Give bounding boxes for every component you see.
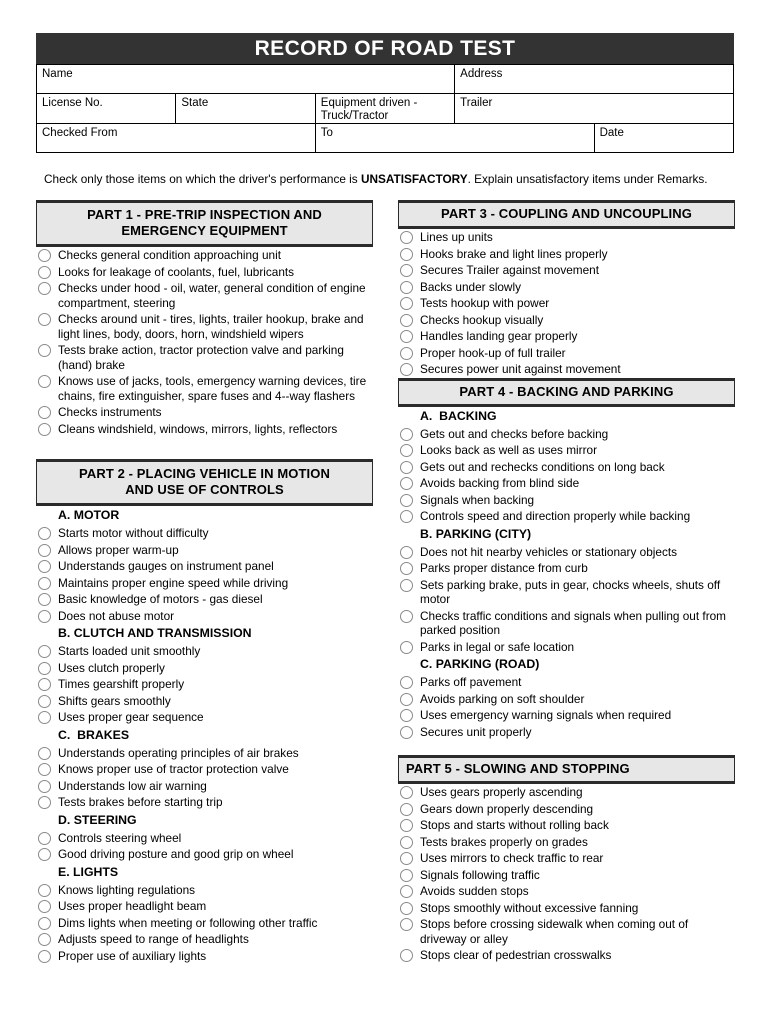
- list-item[interactable]: [398, 361, 735, 378]
- list-item[interactable]: [398, 900, 735, 917]
- section-header-part1-line2: EMERGENCY EQUIPMENT: [121, 223, 288, 238]
- field-label-address: Address: [460, 68, 503, 80]
- list-item[interactable]: [398, 817, 735, 834]
- list-item[interactable]: [398, 328, 735, 345]
- identification-table: [36, 64, 734, 153]
- list-item[interactable]: [36, 761, 373, 778]
- list-item[interactable]: [398, 883, 735, 900]
- checkbox-radio-icon[interactable]: [38, 645, 51, 658]
- list-item[interactable]: [398, 560, 735, 577]
- checkbox-radio-icon[interactable]: [38, 406, 51, 419]
- checkbox-radio-icon[interactable]: [400, 579, 413, 592]
- item-label: Adjusts speed to range of headlights: [58, 932, 249, 946]
- checkbox-radio-icon[interactable]: [38, 780, 51, 793]
- left-column: [36, 200, 373, 964]
- item-label: Understands low air warning: [58, 778, 207, 793]
- checkbox-radio-icon[interactable]: [400, 610, 413, 623]
- item-label: Uses proper gear sequence: [58, 710, 204, 724]
- part3-item-list: [398, 229, 735, 378]
- field-label-state: State: [181, 97, 209, 109]
- table-row-license: [37, 94, 734, 124]
- checkbox-radio-icon[interactable]: [38, 610, 51, 623]
- list-item[interactable]: [36, 280, 373, 311]
- checkbox-radio-icon[interactable]: [38, 423, 51, 436]
- item-label: Basic knowledge of motors - gas diesel: [58, 592, 263, 606]
- item-label: Stops before crossing sidewalk when coming out of driveway or alley: [420, 917, 689, 946]
- checkbox-radio-icon[interactable]: [400, 428, 413, 441]
- checkbox-radio-icon[interactable]: [38, 527, 51, 540]
- list-item[interactable]: [36, 709, 373, 726]
- list-item[interactable]: [36, 558, 373, 575]
- item-label: Does not abuse motor: [58, 608, 175, 623]
- checkbox-radio-icon[interactable]: [38, 884, 51, 897]
- field-label-trailer: Trailer: [460, 97, 493, 109]
- checkbox-radio-icon[interactable]: [400, 297, 413, 310]
- part2-motor-item-list: [36, 525, 373, 624]
- list-item[interactable]: [398, 801, 735, 818]
- list-item[interactable]: [398, 295, 735, 312]
- list-item[interactable]: [36, 342, 373, 373]
- checkbox-radio-icon[interactable]: [400, 902, 413, 915]
- checkbox-radio-icon[interactable]: [400, 819, 413, 832]
- checkbox-radio-icon[interactable]: [400, 726, 413, 739]
- checkbox-radio-icon[interactable]: [400, 330, 413, 343]
- item-label: Checks general condition approaching unit: [58, 248, 281, 262]
- item-label: Uses gears properly ascending: [420, 785, 583, 799]
- list-item[interactable]: [36, 575, 373, 592]
- part2-brakes-item-list: [36, 745, 373, 811]
- item-label: Stops smoothly without excessive fanning: [420, 900, 639, 915]
- item-label: Looks back as well as uses mirror: [420, 443, 598, 457]
- instruction-emphasis: UNSATISFACTORY: [360, 172, 468, 186]
- list-item[interactable]: [398, 674, 735, 691]
- checkbox-radio-icon[interactable]: [400, 314, 413, 327]
- checkbox-radio-icon[interactable]: [38, 796, 51, 809]
- item-label: Controls speed and direction properly while backing: [420, 509, 691, 523]
- checkbox-radio-icon[interactable]: [400, 264, 413, 277]
- item-label: Tests hookup with power: [420, 296, 550, 310]
- list-item[interactable]: [398, 916, 735, 947]
- list-item[interactable]: [36, 676, 373, 693]
- item-label: Times gearshift properly: [58, 677, 185, 691]
- item-label: Controls steering wheel: [58, 830, 182, 845]
- field-cell-trailer[interactable]: [455, 94, 734, 124]
- checkbox-radio-icon[interactable]: [38, 577, 51, 590]
- item-label: Knows proper use of tractor protection valve: [58, 762, 289, 776]
- item-label: Proper hook-up of full trailer: [420, 345, 566, 360]
- item-label: Parks off pavement: [420, 675, 522, 689]
- item-label: Gears down properly descending: [420, 801, 594, 816]
- subsection-header-steering: D. STEERING: [58, 812, 137, 827]
- part4-parking-road-item-list: [398, 674, 735, 740]
- list-item[interactable]: [36, 898, 373, 915]
- list-item[interactable]: [398, 784, 735, 801]
- part2-steering-item-list: [36, 830, 373, 863]
- checkbox-radio-icon[interactable]: [38, 832, 51, 845]
- list-item[interactable]: [398, 262, 735, 279]
- section-header-part2: [36, 459, 373, 506]
- item-label: Parks proper distance from curb: [420, 561, 588, 575]
- part1-item-list: [36, 247, 373, 437]
- list-item[interactable]: [36, 745, 373, 762]
- section-header-part3: [398, 200, 735, 229]
- field-cell-license-no[interactable]: [37, 94, 176, 124]
- checkbox-radio-icon[interactable]: [400, 461, 413, 474]
- checkbox-radio-icon[interactable]: [400, 477, 413, 490]
- checkbox-radio-icon[interactable]: [400, 676, 413, 689]
- table-row-name-address: [37, 65, 734, 94]
- checkbox-radio-icon[interactable]: [38, 917, 51, 930]
- list-item[interactable]: [36, 247, 373, 264]
- field-label-name: Name: [42, 68, 73, 80]
- item-label: Starts loaded unit smoothly: [58, 644, 201, 658]
- item-label: Uses emergency warning signals when required: [420, 708, 672, 722]
- item-label: Secures Trailer against movement: [420, 263, 599, 277]
- section-header-part1: [36, 200, 373, 247]
- part5-item-list: [398, 784, 735, 964]
- list-item[interactable]: [398, 867, 735, 884]
- list-item[interactable]: [398, 850, 735, 867]
- subsection-header-lights: E. LIGHTS: [58, 864, 119, 879]
- section-header-part5: [398, 755, 735, 784]
- checkbox-radio-icon[interactable]: [38, 950, 51, 963]
- checkbox-radio-icon[interactable]: [38, 344, 51, 357]
- item-label: Tests brakes before starting trip: [58, 795, 223, 809]
- field-label-equipment-driven: Equipment driven -Truck/Tractor: [320, 97, 418, 122]
- subsection-header-parking-city: B. PARKING (CITY): [420, 526, 532, 541]
- list-item[interactable]: [398, 475, 735, 492]
- checkbox-radio-icon[interactable]: [38, 900, 51, 913]
- field-cell-state[interactable]: [176, 94, 315, 124]
- field-cell-address[interactable]: [455, 65, 734, 94]
- item-label: Cleans windshield, windows, mirrors, lights, reflectors: [58, 421, 338, 436]
- item-label: Checks around unit - tires, lights, trailer hookup, brake and light lines, body, doors, horn, windshield wipers: [58, 312, 364, 341]
- checkbox-radio-icon[interactable]: [38, 933, 51, 946]
- right-column: [398, 200, 735, 964]
- item-label: Avoids backing from blind side: [420, 476, 580, 490]
- list-item[interactable]: [36, 421, 373, 438]
- item-label: Handles landing gear properly: [420, 329, 578, 343]
- item-label: Avoids parking on soft shoulder: [420, 691, 585, 706]
- checkbox-radio-icon[interactable]: [38, 266, 51, 279]
- list-item[interactable]: [36, 404, 373, 421]
- item-label: Sets parking brake, puts in gear, chocks wheels, shuts off motor: [420, 577, 721, 606]
- subsection-header-motor: A. MOTOR: [58, 508, 120, 522]
- instruction-prefix: Check only those items on which the driver's performance is: [44, 172, 361, 186]
- checkbox-radio-icon[interactable]: [38, 249, 51, 262]
- list-item[interactable]: [36, 778, 373, 795]
- item-label: Parks in legal or safe location: [420, 639, 575, 654]
- field-label-license-no: License No.: [42, 97, 103, 109]
- checkbox-radio-icon[interactable]: [400, 786, 413, 799]
- item-label: Does not hit nearby vehicles or stationary objects: [420, 544, 678, 559]
- checkbox-radio-icon[interactable]: [400, 918, 413, 931]
- checkbox-radio-icon[interactable]: [38, 313, 51, 326]
- checkbox-radio-icon[interactable]: [38, 678, 51, 691]
- list-item[interactable]: [398, 639, 735, 656]
- list-item[interactable]: [398, 544, 735, 561]
- list-item[interactable]: [36, 846, 373, 863]
- page-title: RECORD OF ROAD TEST: [254, 36, 516, 60]
- subsection-header-parking-road: C. PARKING (ROAD): [420, 657, 540, 671]
- list-item[interactable]: [398, 345, 735, 362]
- checkbox-radio-icon[interactable]: [38, 544, 51, 557]
- item-label: Checks hookup visually: [420, 312, 544, 327]
- section-header-part2-line2: AND USE OF CONTROLS: [125, 482, 284, 497]
- item-label: Uses proper headlight beam: [58, 899, 207, 913]
- item-label: Maintains proper engine speed while driving: [58, 575, 289, 590]
- checkbox-radio-icon[interactable]: [38, 560, 51, 573]
- list-item[interactable]: [36, 931, 373, 948]
- item-label: Shifts gears smoothly: [58, 693, 171, 708]
- checkbox-radio-icon[interactable]: [400, 546, 413, 559]
- section-header-part1-line1: PART 1 - PRE-TRIP INSPECTION AND: [87, 207, 322, 222]
- field-cell-checked-from[interactable]: [37, 124, 316, 153]
- item-label: Signals following traffic: [420, 867, 540, 882]
- section-header-part3-title: PART 3 - COUPLING AND UNCOUPLING: [441, 206, 692, 221]
- item-label: Avoids sudden stops: [420, 884, 529, 898]
- list-item[interactable]: [398, 459, 735, 476]
- list-item[interactable]: [36, 373, 373, 404]
- list-item[interactable]: [398, 947, 735, 964]
- item-label: Good driving posture and good grip on wheel: [58, 847, 294, 861]
- instruction-text: [44, 172, 744, 186]
- checkbox-radio-icon[interactable]: [400, 562, 413, 575]
- checkbox-radio-icon[interactable]: [38, 695, 51, 708]
- checkbox-radio-icon[interactable]: [400, 869, 413, 882]
- checkbox-radio-icon[interactable]: [400, 949, 413, 962]
- checkbox-radio-icon[interactable]: [38, 711, 51, 724]
- item-label: Secures power unit against movement: [420, 362, 621, 376]
- item-label: Understands gauges on instrument panel: [58, 559, 274, 573]
- item-label: Checks instruments: [58, 405, 162, 419]
- subsection-header-brakes: C. BRAKES: [58, 727, 130, 742]
- list-item[interactable]: [398, 577, 735, 608]
- checkbox-radio-icon[interactable]: [400, 510, 413, 523]
- item-label: Checks traffic conditions and signals when pulling out from parked position: [420, 608, 727, 637]
- list-item[interactable]: [36, 693, 373, 710]
- spacer: [36, 437, 373, 459]
- list-item[interactable]: [36, 525, 373, 542]
- item-label: Backs under slowly: [420, 279, 521, 294]
- list-item[interactable]: [398, 724, 735, 741]
- item-label: Uses clutch properly: [58, 660, 165, 675]
- list-item[interactable]: [36, 264, 373, 281]
- checkbox-radio-icon[interactable]: [400, 347, 413, 360]
- form-title-bar: [36, 33, 734, 64]
- item-label: Dims lights when meeting or following other traffic: [58, 915, 318, 930]
- item-label: Stops and starts without rolling back: [420, 818, 609, 832]
- checkbox-radio-icon[interactable]: [38, 375, 51, 388]
- checkbox-radio-icon[interactable]: [400, 836, 413, 849]
- checkbox-radio-icon[interactable]: [38, 662, 51, 675]
- checkbox-radio-icon[interactable]: [400, 281, 413, 294]
- item-label: Tests brakes properly on grades: [420, 834, 588, 849]
- field-cell-date[interactable]: [594, 124, 733, 153]
- item-label: Secures unit properly: [420, 724, 532, 739]
- list-item[interactable]: [398, 707, 735, 724]
- list-item[interactable]: [36, 660, 373, 677]
- list-item[interactable]: [36, 643, 373, 660]
- checkbox-radio-icon[interactable]: [400, 885, 413, 898]
- list-item[interactable]: [36, 542, 373, 559]
- field-label-checked-from: Checked From: [42, 127, 118, 139]
- checkbox-radio-icon[interactable]: [400, 231, 413, 244]
- field-cell-equipment-driven[interactable]: [315, 94, 454, 124]
- item-label: Knows lighting regulations: [58, 882, 196, 897]
- list-item[interactable]: [36, 591, 373, 608]
- list-item[interactable]: [398, 246, 735, 263]
- checkbox-radio-icon[interactable]: [400, 641, 413, 654]
- item-label: Tests brake action, tractor protection valve and parking (hand) brake: [58, 343, 344, 372]
- item-label: Allows proper warm-up: [58, 542, 179, 557]
- checkbox-radio-icon[interactable]: [400, 363, 413, 376]
- item-label: Hooks brake and light lines properly: [420, 246, 608, 261]
- item-label: Uses mirrors to check traffic to rear: [420, 851, 604, 865]
- part4-backing-item-list: [398, 426, 735, 525]
- field-cell-name[interactable]: [37, 65, 455, 94]
- item-label: Understands operating principles of air brakes: [58, 745, 299, 760]
- checkbox-radio-icon[interactable]: [400, 444, 413, 457]
- checkbox-radio-icon[interactable]: [400, 803, 413, 816]
- checkbox-radio-icon[interactable]: [400, 709, 413, 722]
- list-item[interactable]: [398, 691, 735, 708]
- list-item[interactable]: [36, 948, 373, 965]
- checkbox-radio-icon[interactable]: [38, 763, 51, 776]
- item-label: Starts motor without difficulty: [58, 526, 209, 540]
- list-item[interactable]: [36, 311, 373, 342]
- section-header-part4: [398, 378, 735, 407]
- item-label: Proper use of auxiliary lights: [58, 948, 207, 963]
- list-item[interactable]: [36, 830, 373, 847]
- section-header-part5-title: PART 5 - SLOWING AND STOPPING: [406, 761, 630, 776]
- item-label: Looks for leakage of coolants, fuel, lubricants: [58, 264, 295, 279]
- checkbox-radio-icon[interactable]: [38, 848, 51, 861]
- field-label-to: To: [320, 127, 333, 139]
- item-label: Signals when backing: [420, 492, 535, 507]
- list-item[interactable]: [398, 492, 735, 509]
- list-item[interactable]: [36, 608, 373, 625]
- list-item[interactable]: [398, 312, 735, 329]
- part2-clutch-item-list: [36, 643, 373, 726]
- checkbox-radio-icon[interactable]: [400, 248, 413, 261]
- item-label: Knows use of jacks, tools, emergency warning devices, tire chains, fire extinguisher, spare fuses and 4--way flashers: [58, 374, 367, 403]
- section-header-part4-title: PART 4 - BACKING AND PARKING: [459, 383, 674, 399]
- checkbox-radio-icon[interactable]: [400, 693, 413, 706]
- checkbox-radio-icon[interactable]: [400, 852, 413, 865]
- spacer: [398, 740, 735, 755]
- field-cell-to[interactable]: [315, 124, 594, 153]
- subsection-header-backing: A. BACKING: [420, 408, 497, 423]
- list-item[interactable]: [398, 834, 735, 851]
- list-item[interactable]: [36, 794, 373, 811]
- list-item[interactable]: [36, 915, 373, 932]
- section-header-part2-line1: PART 2 - PLACING VEHICLE IN MOTION: [79, 466, 330, 481]
- subsection-header-clutch-transmission: B. CLUTCH AND TRANSMISSION: [58, 626, 252, 640]
- item-label: Lines up units: [420, 230, 493, 244]
- list-item[interactable]: [398, 426, 735, 443]
- checkbox-radio-icon[interactable]: [400, 494, 413, 507]
- table-row-checked-from: [37, 124, 734, 153]
- checkbox-radio-icon[interactable]: [38, 593, 51, 606]
- item-label: Gets out and checks before backing: [420, 426, 609, 441]
- instruction-suffix: . Explain unsatisfactory items under Remarks.: [467, 172, 708, 186]
- list-item[interactable]: [36, 882, 373, 899]
- list-item[interactable]: [398, 508, 735, 525]
- part4-parking-city-item-list: [398, 544, 735, 656]
- checkbox-radio-icon[interactable]: [38, 282, 51, 295]
- list-item[interactable]: [398, 608, 735, 639]
- checkbox-radio-icon[interactable]: [38, 747, 51, 760]
- field-label-date: Date: [599, 127, 624, 139]
- part2-lights-item-list: [36, 882, 373, 965]
- list-item[interactable]: [398, 229, 735, 246]
- item-label: Stops clear of pedestrian crosswalks: [420, 948, 612, 962]
- item-label: Gets out and rechecks conditions on long back: [420, 459, 665, 474]
- list-item[interactable]: [398, 279, 735, 296]
- list-item[interactable]: [398, 442, 735, 459]
- item-label: Checks under hood - oil, water, general condition of engine compartment, steering: [58, 281, 366, 310]
